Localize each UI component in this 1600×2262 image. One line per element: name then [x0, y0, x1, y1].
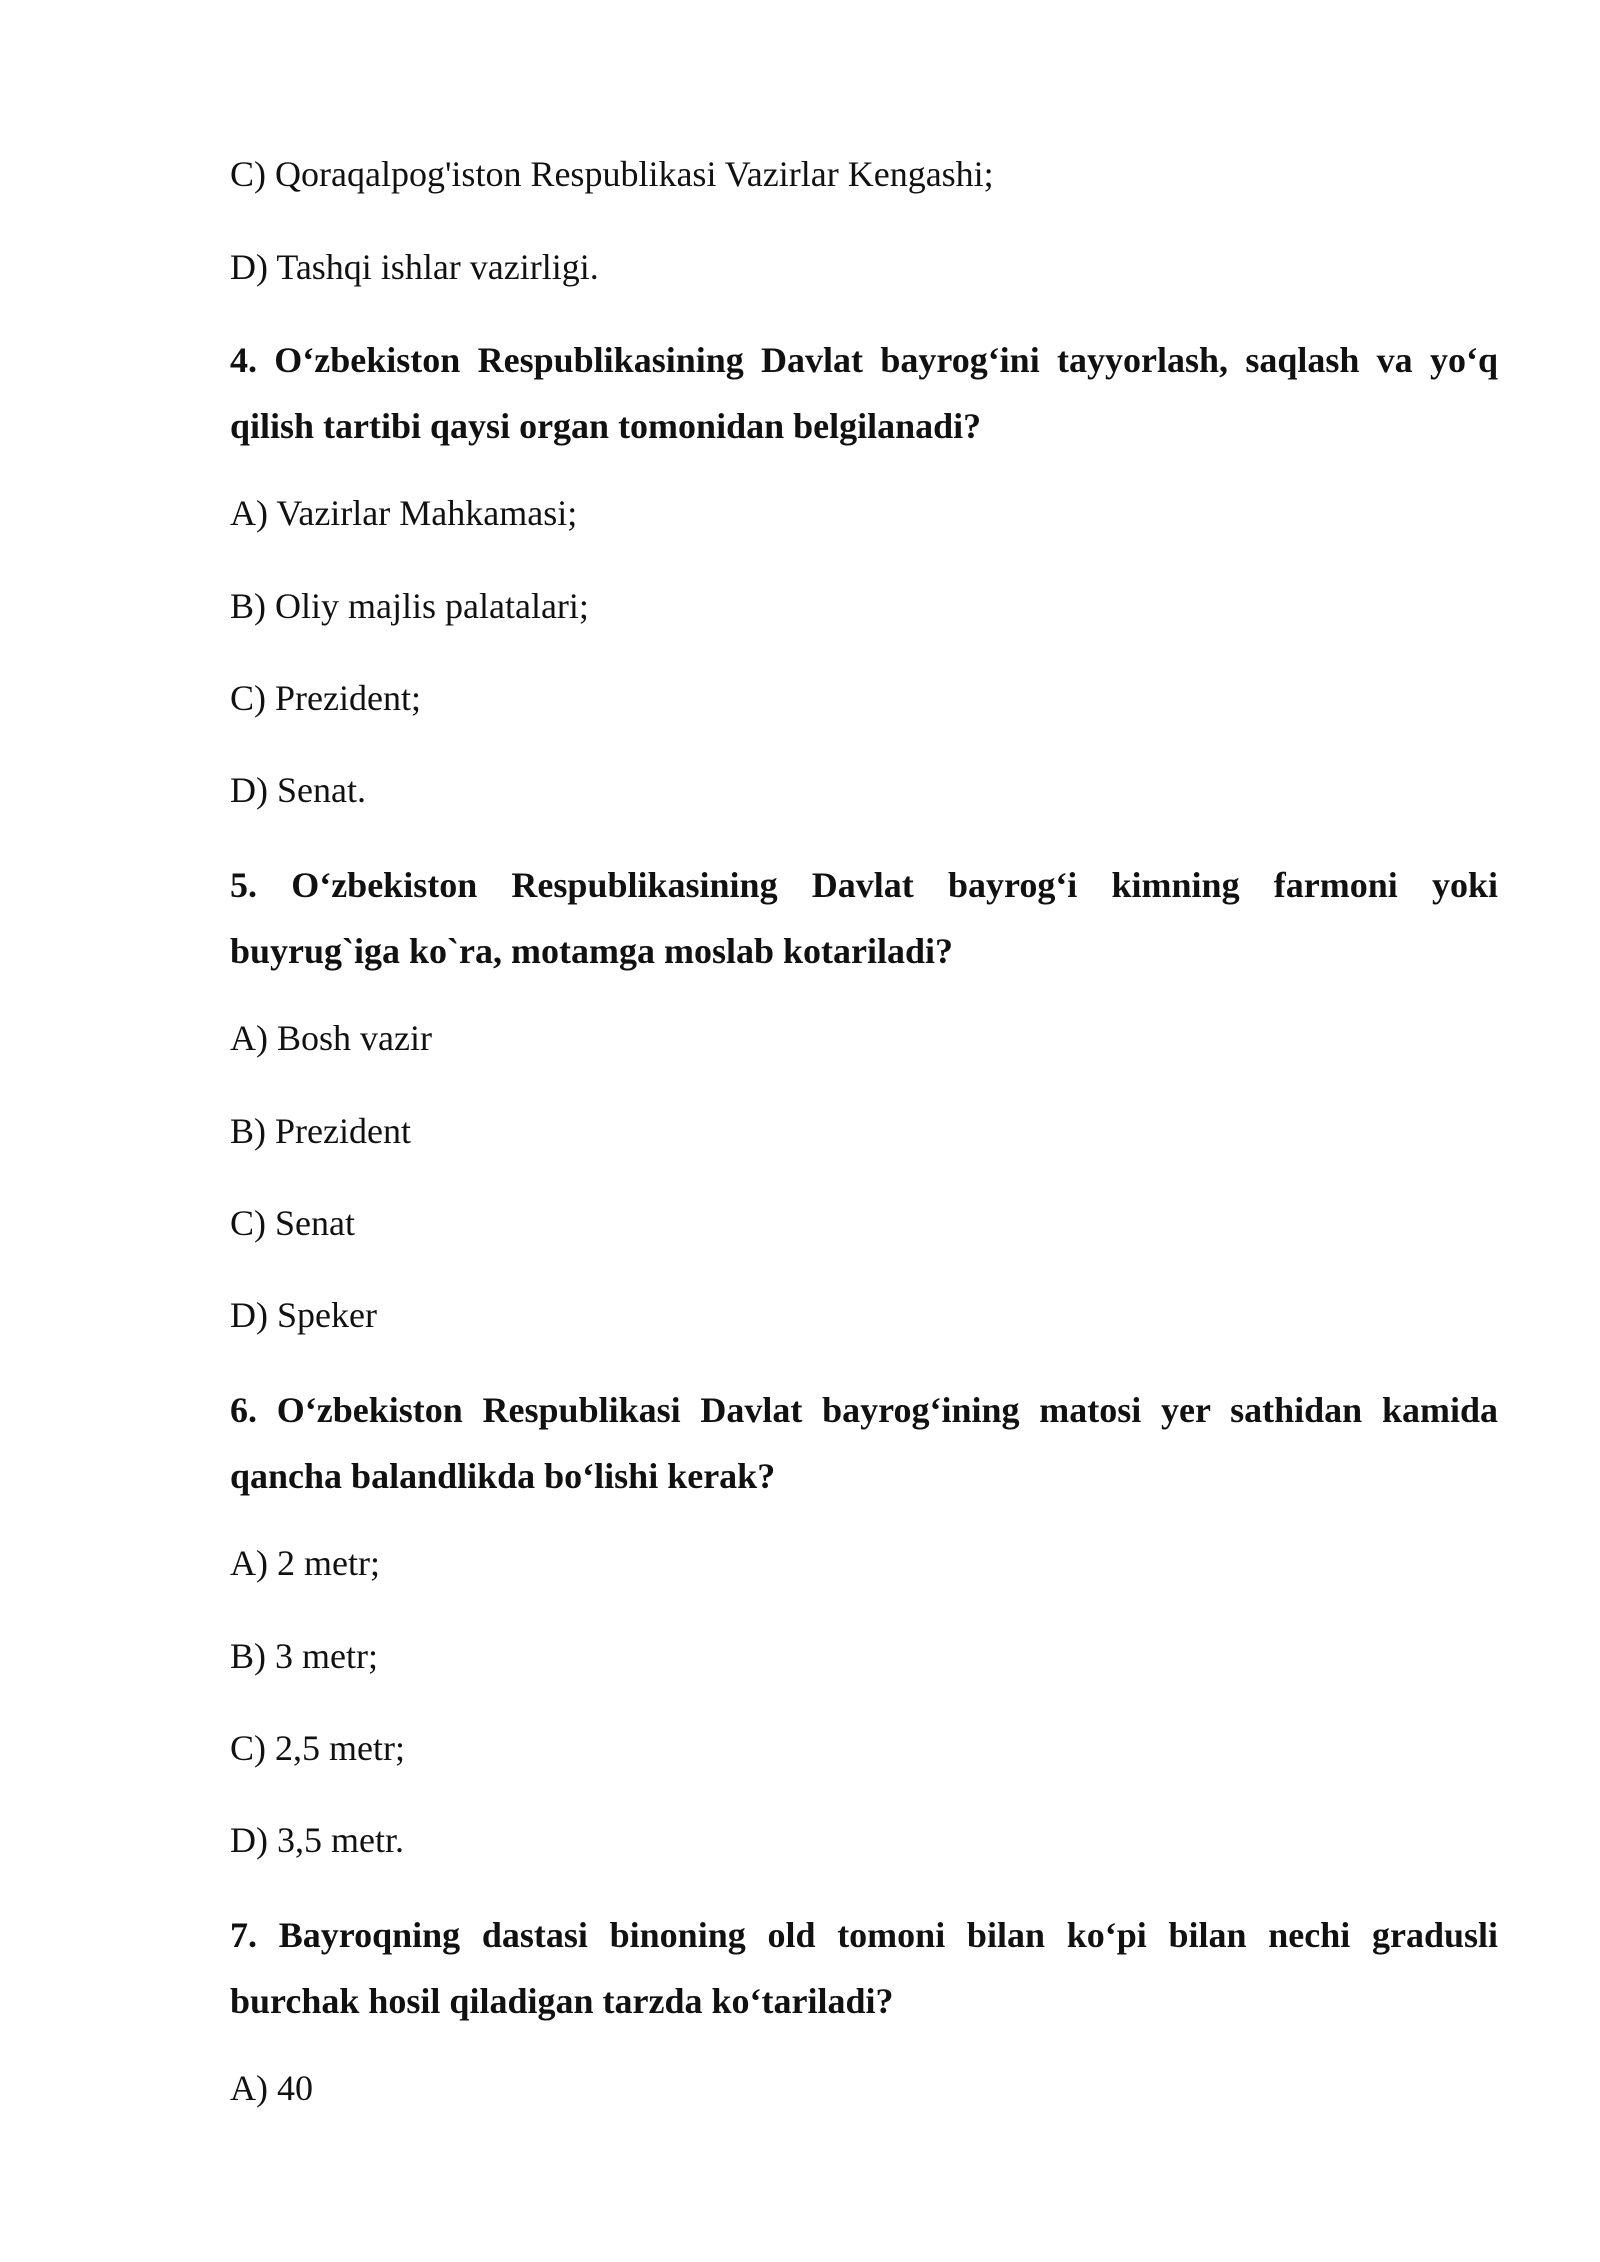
option-d-prev: D) Tashqi ishlar vazirligi.: [230, 247, 599, 287]
q7-option-a: A) 40: [230, 2068, 313, 2108]
q5-option-c: C) Senat: [230, 1203, 355, 1243]
q4-option-c: C) Prezident;: [230, 678, 421, 718]
q4-option-b: B) Oliy majlis palatalari;: [230, 586, 589, 626]
q5-option-b: B) Prezident: [230, 1111, 411, 1151]
question-5: 5. O‘zbekiston Respublikasining Davlat bayrog‘i kimning farmoni yoki buyrug`iga ko`ra, motamga moslab kotariladi?: [230, 865, 1498, 971]
q6-option-a: A) 2 metr;: [230, 1543, 380, 1583]
q5-option-d: D) Speker: [230, 1295, 377, 1335]
q6-option-c: C) 2,5 metr;: [230, 1728, 405, 1768]
question-4: 4. O‘zbekiston Respublikasining Davlat bayrog‘ini tayyorlash, saqlash va yo‘q qilish tartibi qaysi organ tomonidan belgilanadi?: [230, 340, 1498, 446]
q5-option-a: A) Bosh vazir: [230, 1018, 432, 1058]
q6-option-b: B) 3 metr;: [230, 1636, 378, 1676]
question-7: 7. Bayroqning dastasi binoning old tomoni bilan ko‘pi bilan nechi gradusli burchak hosil qiladigan tarzda ko‘tariladi?: [230, 1915, 1498, 2021]
option-c-prev: C) Qoraqalpog'iston Respublikasi Vazirlar Kengashi;: [230, 154, 994, 194]
q4-option-d: D) Senat.: [230, 770, 366, 810]
q4-option-a: A) Vazirlar Mahkamasi;: [230, 493, 578, 533]
q6-option-d: D) 3,5 metr.: [230, 1820, 404, 1860]
question-6: 6. O‘zbekiston Respublikasi Davlat bayrog‘ining matosi yer sathidan kamida qancha balandlikda bo‘lishi kerak?: [230, 1390, 1498, 1496]
